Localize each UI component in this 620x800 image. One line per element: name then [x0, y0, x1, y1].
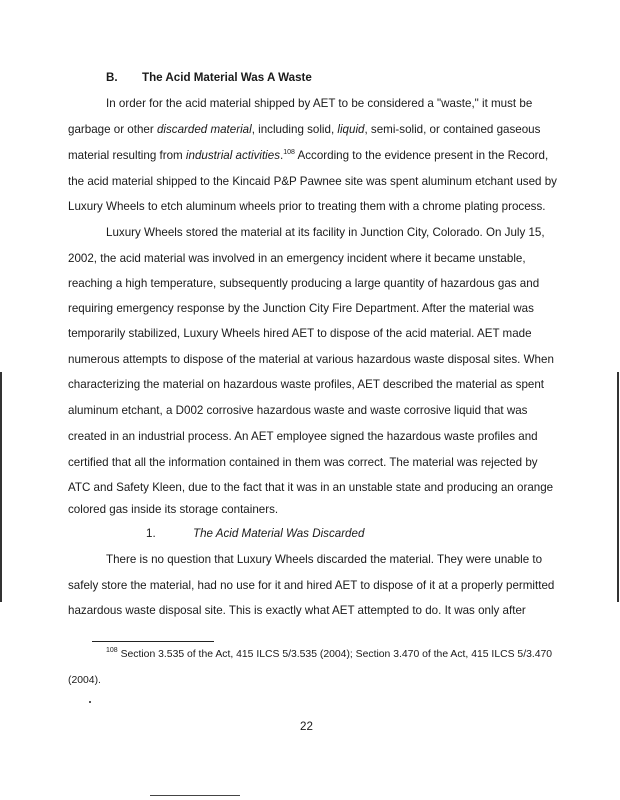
paragraph-line — [68, 123, 548, 137]
paragraph-line: In order for the acid material shipped by AET to be considered a "waste," it must be — [106, 97, 533, 110]
paragraph-line: hazardous waste disposal site. This is exactly what AET attempted to do. It was only after — [68, 604, 526, 617]
scan-edge-right — [617, 372, 619, 602]
subsection-number: 1. — [146, 527, 156, 540]
paragraph-line: requiring emergency response by the Junction City Fire Department. After the material was — [68, 302, 534, 315]
text-span: material resulting from — [68, 149, 186, 162]
paragraph-line: created in an industrial process. An AET employee signed the hazardous waste profiles and — [68, 430, 538, 443]
paragraph-line: ATC and Safety Kleen, due to the fact that it was in an unstable state and producing an orange — [68, 481, 554, 494]
footnote-text — [106, 648, 552, 661]
paragraph-line: reaching a high temperature, subsequently producing a large quantity of hazardous gas and — [68, 277, 540, 290]
scan-edge-left — [0, 372, 2, 602]
section-letter: B. — [106, 71, 118, 84]
scan-edge-bottom — [150, 795, 240, 796]
paragraph-line: 2002, the acid material was involved in an emergency incident where it became unstable, — [68, 252, 526, 265]
scan-speck — [89, 701, 91, 703]
paragraph-line: aluminum etchant, a D002 corrosive hazardous waste and waste corrosive liquid that was — [68, 404, 528, 417]
paragraph-line: characterizing the material on hazardous waste profiles, AET described the material as spent — [68, 378, 545, 391]
footnote-separator — [92, 641, 214, 642]
text-span: . — [280, 149, 284, 162]
subsection-heading: The Acid Material Was Discarded — [193, 527, 365, 540]
paragraph-line: safely store the material, had no use for it and hired AET to dispose of it at a properly permitted — [68, 579, 555, 592]
text-span: According to the evidence present in the Record, — [294, 149, 549, 162]
paragraph-line: temporarily stabilized, Luxury Wheels hired AET to dispose of the acid material. AET made — [68, 327, 532, 340]
section-heading: The Acid Material Was A Waste — [142, 71, 312, 84]
text-span: , semi-solid, or contained gaseous — [364, 123, 541, 136]
paragraph-line: certified that all the information contained in them was correct. The material was rejected by — [68, 456, 538, 469]
page-number: 22 — [300, 720, 313, 733]
emphasis-text: industrial activities — [185, 149, 280, 162]
paragraph-line: numerous attempts to dispose of the material at various hazardous waste disposal sites. When — [68, 353, 554, 366]
text-span: , including solid, — [251, 123, 338, 136]
text-span: Section 3.535 of the Act, 415 ILCS 5/3.535 (2004); Section 3.470 of the Act, 415 ILCS 5/3.470 — [117, 649, 553, 660]
footnote-marker: 108 — [106, 647, 118, 654]
paragraph-line: Luxury Wheels to etch aluminum wheels prior to treating them with a chrome plating process. — [68, 200, 546, 213]
paragraph-line — [68, 149, 548, 163]
emphasis-text: liquid — [337, 123, 365, 136]
paragraph-line: colored gas inside its storage containers. — [68, 503, 279, 516]
paragraph-line: the acid material shipped to the Kincaid P&P Pawnee site was spent aluminum etchant used by — [68, 175, 557, 188]
emphasis-text: discarded material — [156, 123, 252, 136]
footnote-text: (2004). — [68, 675, 101, 686]
text-span: garbage or other — [68, 123, 157, 136]
footnote-reference[interactable]: 108 — [283, 149, 295, 156]
paragraph-line: Luxury Wheels stored the material at its facility in Junction City, Colorado. On July 15, — [106, 226, 545, 239]
paragraph-line: There is no question that Luxury Wheels discarded the material. They were unable to — [106, 553, 543, 566]
